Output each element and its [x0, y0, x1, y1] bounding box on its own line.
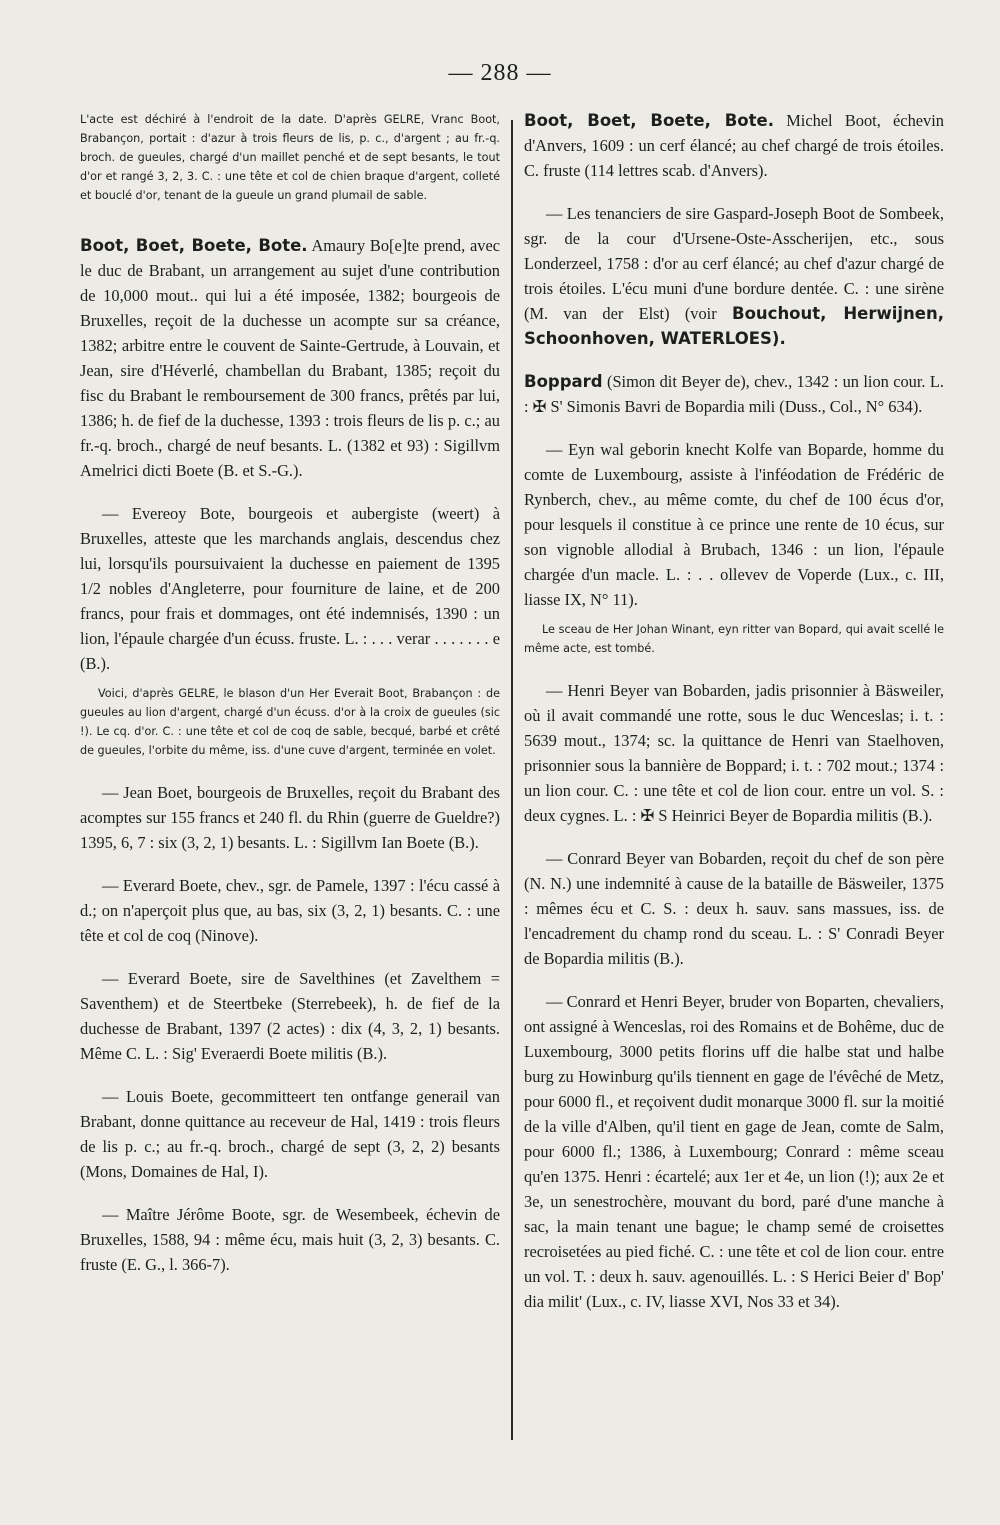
entry-everard-boete-savelthines: — Everard Boete, sire de Savelthines (et Zavelthem = Saventhem) et de Steertbeke (Sterrebeek), h. de fief de la duchesse de Brabant, 1397 (2 actes) : dix (4, 3, 2, 1) besants. Même C. L. : Sig' Everaerdi Boete militis (B.).: [80, 969, 500, 1063]
entry-conrard-beyer: — Conrard Beyer van Bobarden, reçoit du chef de son père (N. N.) une indemnité à cause de la bataille de Bäsweiler, 1375 : mêmes écu et C. S. : deux h. sauv. sans massues, iss. de l'encadrement du champ rond du sceau. L. : S' Conradi Beyer de Bopardia militis (B.).: [524, 849, 944, 968]
entry-henri-beyer: — Henri Beyer van Bobarden, jadis prisonnier à Bäsweiler, où il avait commandé une rotte, sous le duc Wenceslas; i. t. : 5639 mout., 1374; sc. la quittance de Henri van Staelhoven, prisonnier sous la bannière de Boppard; i. t. : 702 mout.; 1374 : un lion cour. C. : une tête et col de lion cour. entre un vol. S. : deux cygnes. L. : ✠ S Heinrici Beyer de Bopardia militis (B.).: [524, 681, 944, 825]
entry-heading: Boot, Boet, Boete, Bote.: [80, 236, 308, 255]
entry-text: Amaury Bo[e]te prend, avec le duc de Brabant, un arrangement au sujet d'une contribution de 10,000 mout.. qui lui a été imposée, 1382; bourgeois de Bruxelles, reçoit de la duchesse un acompte sur sa créance, 1382; arbitre entre le couvent de Sainte-Gertrude, à Louvain, et Jean, sire d'Héverlé, chambellan du Brabant, 1385; reçoit du fisc du Brabant le remboursement de 300 francs, prêtés par lui, 1386; h. de fief de la duchesse, 1393 : trois fleurs de lis p. c.; au fr.-q. broch., chargé de neuf besants. L. (1382 et 93) : Sigillvm Amelrici dicti Boete (B. et S.-G.).: [80, 236, 500, 480]
entry-boppard-simon: [524, 369, 944, 419]
entry-boot-amaury: [80, 233, 500, 483]
entry-jean-boet: — Jean Boet, bourgeois de Bruxelles, reçoit du Brabant des acomptes sur 155 francs et 240 fl. du Rhin (guerre de Gueldre?) 1395, 6, 7 : six (3, 2, 1) besants. L. : Sigillvm Ian Boete (B.).: [80, 783, 500, 852]
right-column: [524, 108, 944, 1322]
page-number: — 288 —: [448, 60, 552, 86]
entry-kolfe-van-boparde: — Eyn wal geborin knecht Kolfe van Boparde, homme du comte de Luxembourg, assiste à l'inféodation de Frédéric de Rynberch, chev., au même comte, du chef de 100 écus d'or, pour lesquels il constitue à ce prince une rente de 10 écus, sur son vignoble allodial à Brubach, 1346 : un lion, l'épaule chargée d'un macle. L. : . . ollevev de Voperde (Lux., c. III, liasse IX, N° 11).: [524, 440, 944, 609]
entry-evereoy-bote: — Evereoy Bote, bourgeois et aubergiste (weert) à Bruxelles, atteste que les marchands anglais, descendus chez lui, lorsqu'ils poursuivaient la duchesse en paiement de 1395 1/2 nobles d'Angleterre, pour fourniture de laine, et de 200 francs, pour frais et dommages, ont été indemnisés, 1390 : un lion, l'épaule chargée d'un écuss. fruste. L. : . . . verar . . . . . . . e (B.).: [80, 504, 500, 673]
footnote-everait-boot: Voici, d'après GELRE, le blason d'un Her Everait Boot, Brabançon : de gueules au lion d'argent, chargé d'un écuss. d'or à la croix de gueules (sic !). Le cq. d'or. C. : une tête et col de coq de sable, becqué, barbé et crêté de gueules, l'orbite du même, iss. d'une cuve d'argent, terminée en volet.: [80, 687, 500, 757]
footnote-gelre-vranc-boot: L'acte est déchiré à l'endroit de la date. D'après GELRE, Vranc Boot, Brabançon, portait : d'azur à trois fleurs de lis, p. c., d'argent ; au fr.-q. broch. de gueules, chargé d'un maillet penché et de sept besants, le tout d'or et rangé 3, 2, 3. C. : une tête et col de chien braque d'argent, colleté et bouclé d'or, tenant de la gueule un grand plumail de sable.: [80, 113, 500, 202]
entry-text: — Les tenanciers de sire Gaspard-Joseph Boot de Sombeek, sgr. de la cour d'Ursene-Oste-Asscherijen, etc., sous Londerzeel, 1758 : d'or au cerf élancé; au chef d'azur chargé de trois étoiles. L'écu muni d'une bordure dentée. C. : une sirène (M. van der Elst) (voir: [524, 204, 944, 323]
entry-gaspard-joseph-boot: [524, 201, 944, 351]
cross-references: Bouchout, Herwijnen, Schoonhoven, WATERLOES).: [524, 304, 945, 348]
entry-boot-michel: [524, 108, 944, 183]
column-divider: [511, 120, 513, 1440]
entry-everard-boete-pamele: — Everard Boete, chev., sgr. de Pamele, 1397 : l'écu cassé à d.; on n'aperçoit plus que, au bas, six (3, 2, 1) besants. C. : une tête et col de coq (Ninove).: [80, 876, 500, 945]
entry-heading: Boppard: [524, 372, 603, 391]
entry-heading: Boot, Boet, Boete, Bote.: [524, 111, 774, 130]
entry-jerome-boote: — Maître Jérôme Boote, sgr. de Wesembeek, échevin de Bruxelles, 1588, 94 : même écu, mais huit (3, 2, 3) besants. C. fruste (E. G., l. 366-7).: [80, 1205, 500, 1274]
entry-text: Michel Boot, échevin d'Anvers, 1609 : un cerf élancé; au chef chargé de trois étoiles. C. fruste (114 lettres scab. d'Anvers).: [524, 111, 944, 180]
left-column: [80, 108, 500, 1285]
footnote-johan-winant: Le sceau de Her Johan Winant, eyn ritter van Bopard, qui avait scellé le même acte, est tombé.: [524, 623, 944, 655]
entry-louis-boete: — Louis Boete, gecommitteert ten ontfange generail van Brabant, donne quittance au receveur de Hal, 1419 : trois fleurs de lis p. c.; au fr.-q. broch., chargé de sept (3, 2, 2) besants (Mons, Domaines de Hal, I).: [80, 1087, 500, 1181]
entry-conrard-et-henri-beyer: — Conrard et Henri Beyer, bruder von Boparten, chevaliers, ont assigné à Wenceslas, roi des Romains et de Bohême, duc de Luxembourg, 3000 petits florins uff die halbe stat und halbe burg zu Howinburg qu'ils tiennent en gage de l'évêché de Metz, pour 6000 fl., et reçoivent dudit monarque 3000 fl. sur la moitié de la ville d'Alben, qu'il tient en gage de Jean, comte de Salm, pour 6000 fl.; 1386, à Luxembourg; Conrard : même sceau qu'en 1375. Henri : écartelé; aux 1er et 4e, un lion (!); aux 2e et 3e, un senestrochère, mouvant du bord, paré d'une manche à sac, la main tenant une bague; le champ semé de croisettes recroisetées au pied fiché. C. : une tête et col de lion cour. entre un vol. T. : deux h. sauv. agenouillés. L. : S Herici Beier d' Bop' dia milit' (Lux., c. IV, liasse XVI, Nos 33 et 34).: [524, 992, 944, 1311]
entry-text: (Simon dit Beyer de), chev., 1342 : un lion cour. L. : ✠ S' Simonis Bavri de Bopardia mili (Duss., Col., N° 634).: [524, 372, 944, 416]
